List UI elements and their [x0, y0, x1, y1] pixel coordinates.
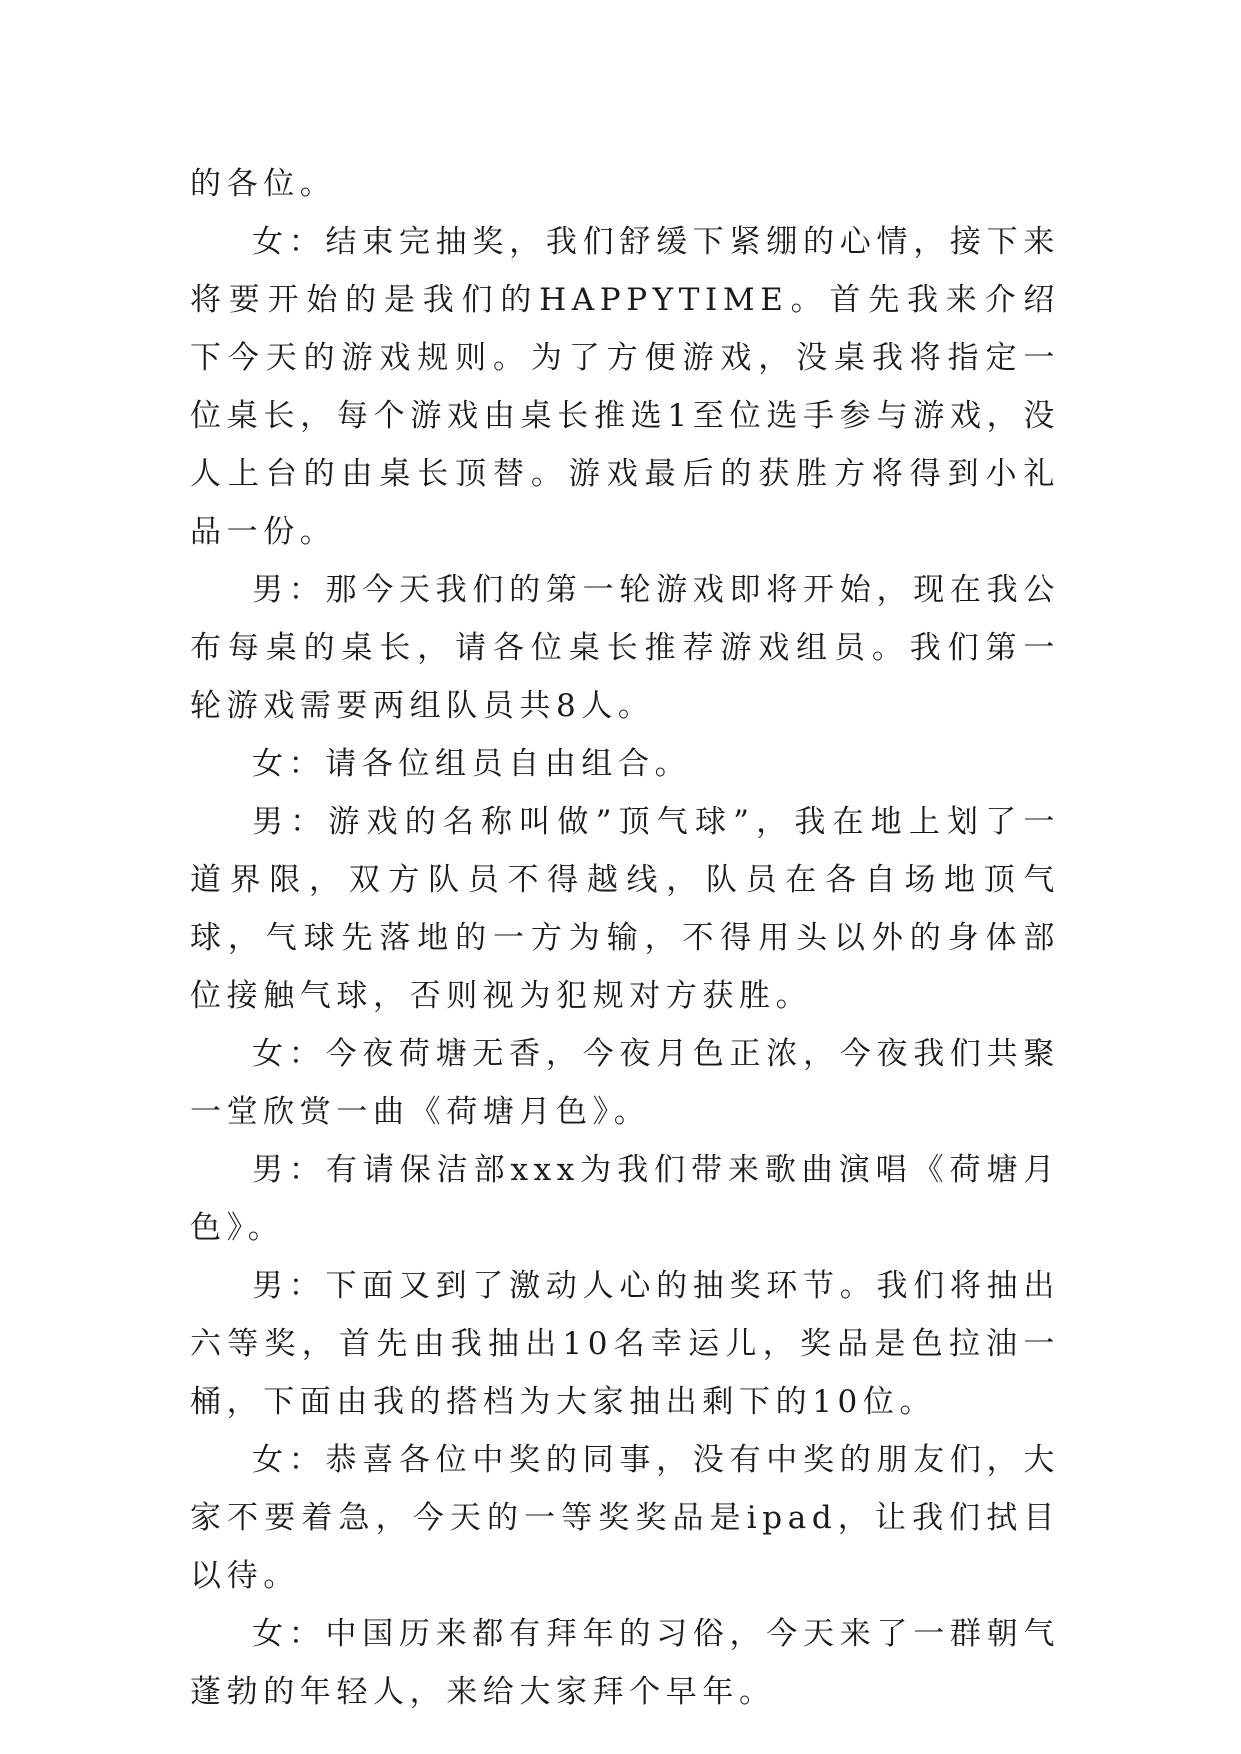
paragraph-lottery-sixth-prize: 男：下面又到了激动人心的抽奖环节。我们将抽出六等奖，首先由我抽出10名幸运儿，奖品是色拉油一桶，下面由我的搭档为大家抽出剩下的10位。	[190, 1268, 1060, 1420]
paragraph-free-grouping: 女：请各位组员自由组合。	[252, 746, 692, 782]
paragraph-new-year-greeting: 女：中国历来都有拜年的习俗，今天来了一群朝气蓬勃的年轻人，来给大家拜个早年。	[190, 1616, 1060, 1710]
paragraph-song-performer: 男：有请保洁部xxx为我们带来歌曲演唱《荷塘月色》。	[190, 1152, 1060, 1246]
document-body	[190, 155, 1060, 1721]
paragraph-continuation: 的各位。	[190, 166, 337, 202]
paragraph-lotus-song-intro: 女：今夜荷塘无香，今夜月色正浓，今夜我们共聚一堂欣赏一曲《荷塘月色》。	[190, 1036, 1060, 1130]
paragraph-game-rules: 女：结束完抽奖，我们舒缓下紧绷的心情，接下来将要开始的是我们的HAPPYTIME。首先我来介绍下今天的游戏规则。为了方便游戏，没桌我将指定一位桌长，每个游戏由桌长推选1至位选手参与游戏，没人上台的由桌长顶替。游戏最后的获胜方将得到小礼品一份。	[190, 224, 1060, 550]
paragraph-congratulations: 女：恭喜各位中奖的同事，没有中奖的朋友们，大家不要着急，今天的一等奖奖品是ipad，让我们拭目以待。	[190, 1442, 1060, 1594]
paragraph-balloon-game: 男：游戏的名称叫做”顶气球”，我在地上划了一道界限，双方队员不得越线，队员在各自场地顶气球，气球先落地的一方为输，不得用头以外的身体部位接触气球，否则视为犯规对方获胜。	[190, 804, 1060, 1014]
paragraph-first-round: 男：那今天我们的第一轮游戏即将开始，现在我公布每桌的桌长，请各位桌长推荐游戏组员。我们第一轮游戏需要两组队员共8人。	[190, 572, 1060, 724]
